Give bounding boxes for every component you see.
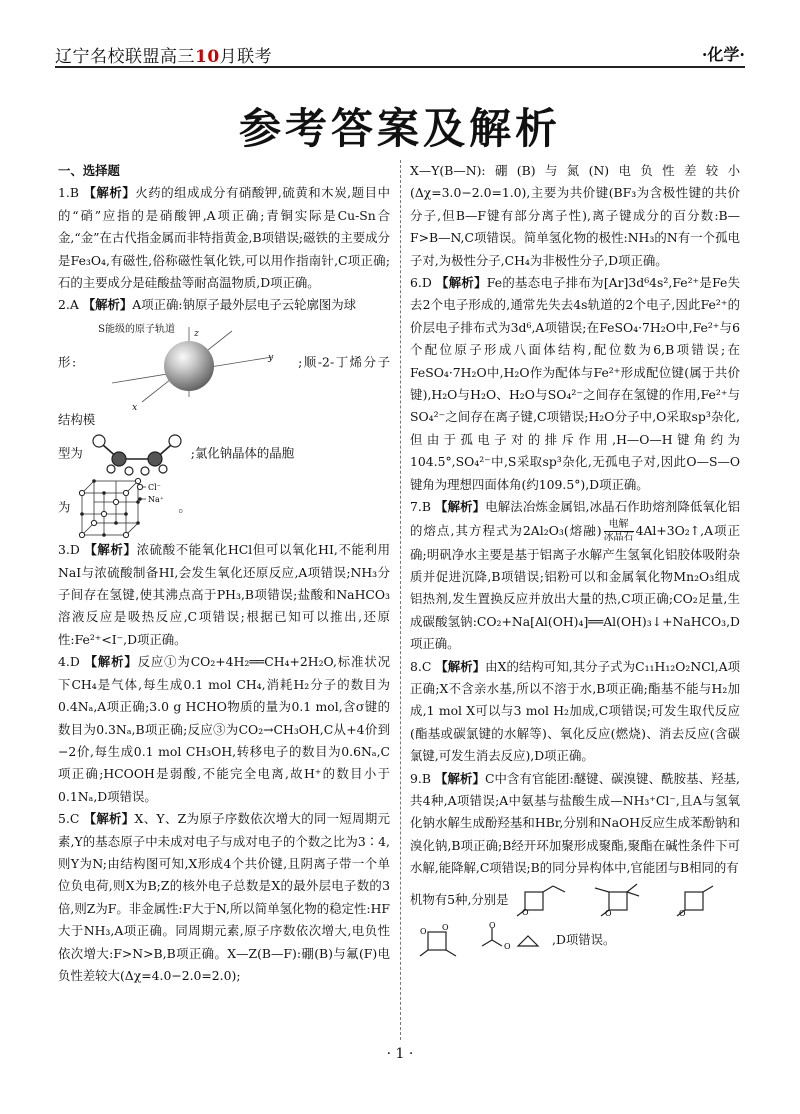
svg-text:O: O <box>521 908 529 918</box>
page-number: · 1 · <box>386 1046 414 1062</box>
header-subject: ·化学· <box>701 45 745 64</box>
axis-z-label: z <box>194 328 199 339</box>
s-orbital-figure <box>82 317 292 413</box>
nacl-cl-label: Cl⁻ <box>148 483 162 493</box>
isomer-structure-1 <box>513 882 583 918</box>
svg-text:O: O <box>420 927 427 937</box>
answer-q9-structures-2: O O O O ,D项错误。 <box>410 920 740 960</box>
answer-q2-figure-mol: 型为 ;氯化钠晶体的晶胞 <box>58 431 390 477</box>
isomer-structure-4 <box>414 922 470 958</box>
nacl-na-label: Na⁺ <box>148 495 165 505</box>
answer-q9-structures: 机物有5种,分别是 O O O <box>410 880 740 920</box>
page-header <box>55 42 745 68</box>
answer-q9: 9.B 【解析】C中含有官能团:醚键、碳溴键、酰胺基、羟基,共4种,A项错误;A中氨基与盐酸生成—NH₃⁺Cl⁻,且A与氢氧化钠水解生成酚羟基和HBr,分别和NaOH反应生成苯酚钠和溴化钠,B项正确;B经开环加聚形成聚酯,聚酯在碱性条件下可水解,能降解,C项错误;B的同分异构体中,官能团与B相同的有 <box>410 770 740 876</box>
page-title: 参考答案及解析 <box>238 104 561 153</box>
header-month-number: 10 <box>195 47 220 67</box>
section-heading: 一、选择题 <box>58 163 120 178</box>
header-exam-name: 辽宁名校联盟高三10月联考 <box>55 47 273 67</box>
isomer-structure-2 <box>591 882 661 918</box>
column-divider <box>400 160 401 1040</box>
electrolysis-condition: $\frac{\text{电解}}{\text{冰晶石}}$ <box>603 518 634 543</box>
answer-q2-figure-nacl: 为 Cl⁻ Na⁺ 。 <box>58 477 390 539</box>
left-column <box>58 160 390 987</box>
axis-y-label: y <box>268 352 274 363</box>
answer-q4: 4.D 【解析】反应①为CO₂+4H₂══CH₄+2H₂O,标准状况下CH₄是气体,每生成0.1 mol CH₄,消耗H₂分子的数目为0.4Nₐ,A项正确;3.0 g HCHO物质的量为0.1 mol,含σ键的数目为0.3Nₐ,B项正确;反应③为CO₂→CH₃OH,C从+4价到−2价,每生成0.1 mol CH₃OH,转移电子的数目为0.6Nₐ,C项正确;HCOOH是弱酸,不能完全电离,故H⁺的数目小于0.1Nₐ,D项错误。 <box>58 654 390 804</box>
svg-text:O: O <box>678 909 686 919</box>
answer-q6: 6.D 【解析】Fe的基态电子排布为[Ar]3d⁶4s²,Fe²⁺是Fe失去2个电子形成的,通常先失去4s轨道的2个电子,因此Fe²⁺的价层电子排布式为3d⁶,A项错误;在FeSO₄·7H₂O中,Fe²⁺与6个配位原子形成八面体结构,配位数为6,B项错误;在FeSO₄·7H₂O中,H₂O作为配体与Fe²⁺形成配位键(属于共价键),H₂O与H₂O、H₂O与SO₄²⁻之间存在氢键的作用,Fe²⁺与SO₄²⁻之间存在离子键,C项错误;H₂O分子中,O采取sp³杂化,但由于孤电子对的排斥作用,H—O—H键角约为104.5°,SO₄²⁻中,S采取sp³杂化,无孤电子对,因此O—S—O键角为理想四面体角(约109.5°),D项正确。 <box>410 275 741 492</box>
s-orbital-caption: S能级的原子轨道 <box>98 323 176 335</box>
s-orbital-sphere <box>164 341 214 391</box>
svg-text:O: O <box>489 922 496 931</box>
svg-text:O: O <box>604 909 612 919</box>
answer-q5: 5.C 【解析】X、Y、Z为原子序数依次增大的同一短周期元素,Y的基态原子中未成对电子与成对电子的个数之比为3∶4,则Y为N;由结构图可知,X形成4个共价键,且阴离子带一个单位负电荷,则X为B;Z的核外电子总数是X的最外层电子数的3倍,则Z为F。非金属性:F大于N,所以简单氢化物的稳定性:HF大于NH₃,A项正确。同周期元素,原子序数依次增大,电负性依次增大:F>N>B,B项正确。X—Z(B—F):硼(B)与氟(F)电负性差较大(Δχ=4.0−2.0=2.0); <box>58 811 390 983</box>
cis-2-butene-model <box>89 431 185 477</box>
nacl-unit-cell <box>76 477 172 539</box>
answer-q2-figure-s: 形: S能级的原子轨道 z x y ;顺-2-丁烯分子结构模 <box>58 317 390 431</box>
axis-x-label: x <box>132 402 138 413</box>
answer-q2: 2.A 【解析】A项正确:钠原子最外层电子云轮廓图为球 <box>58 297 357 313</box>
answer-q1: 1.B 【解析】火药的组成成分有硝酸钾,硫黄和木炭,题目中的“硝”应指的是硝酸钾,A项正确;青铜实际是Cu-Sn合金,“金”在古代指金属而非特指黄金,B项错误;磁铁的主要成分是Fe₃O₄,有磁性,俗称磁性氧化铁,可以用作指南针,C项正确;石的主要成分是硅酸盐等耐高温物质,D项正确。 <box>58 185 390 291</box>
isomer-structure-5 <box>478 922 548 958</box>
answer-q5-continued: X—Y(B—N):硼(B)与氮(N)电负性差较小(Δχ=3.0−2.0=1.0),主要为共价键(BF₃为含极性键的共价分子,但B—F键有部分离子性),离子键成分的百分数:B—F>B—N,C项错误。简单氢化物的极性:NH₃的N有一个孤电子对,为极性分子,CH₄为非极性分子,D项正确。 <box>410 163 740 268</box>
answer-q3: 3.D 【解析】浓硫酸不能氧化HCl但可以氧化HI,不能利用NaI与浓硫酸制备HI,会发生氧化还原反应,A项错误;NH₃分子间存在氢键,使其沸点高于PH₃,B项错误;盐酸和NaHCO₃溶液反应是吸热反应,C项错误;根据已知可以推出,还原性:Fe²⁺<I⁻,D项正确。 <box>58 542 390 647</box>
svg-text:O: O <box>442 923 449 933</box>
answer-q7: 7.B 【解析】电解法冶炼金属铝,冰晶石作助熔剂降低氧化铝的熔点,其方程式为2Al₂O₃(熔融) $\frac{\text{电解}}{\text{冰晶石}}$ 4Al+3O₂↑,A项正确;明矾净水主要是基于铝离子水解产生氢氧化铝胶体吸附杂质并促进沉降,B项错误;铝粉可以和金属氧化物Mn₂O₃组成铝热剂,发生置换反应并放出大量的热,C项正确;CO₂足量,生成碳酸氢钠:CO₂+Na[Al(OH)₄]══Al(OH)₃↓+NaHCO₃,D项正确。 <box>410 499 740 652</box>
svg-text:O: O <box>504 942 511 952</box>
isomer-structure-3 <box>669 882 729 918</box>
right-column <box>410 160 740 960</box>
answer-q8: 8.C 【解析】由X的结构可知,其分子式为C₁₁H₁₂O₂NCl,A项正确;X不含亲水基,所以不溶于水,B项正确;酯基不能与H₂加成,1 mol X可以与3 mol H₂加成,C项错误;可发生取代反应(酯基或碳氯键的水解等)、氧化反应(燃烧)、消去反应(含碳氯键,可发生消去反应),D项正确。 <box>410 658 741 764</box>
